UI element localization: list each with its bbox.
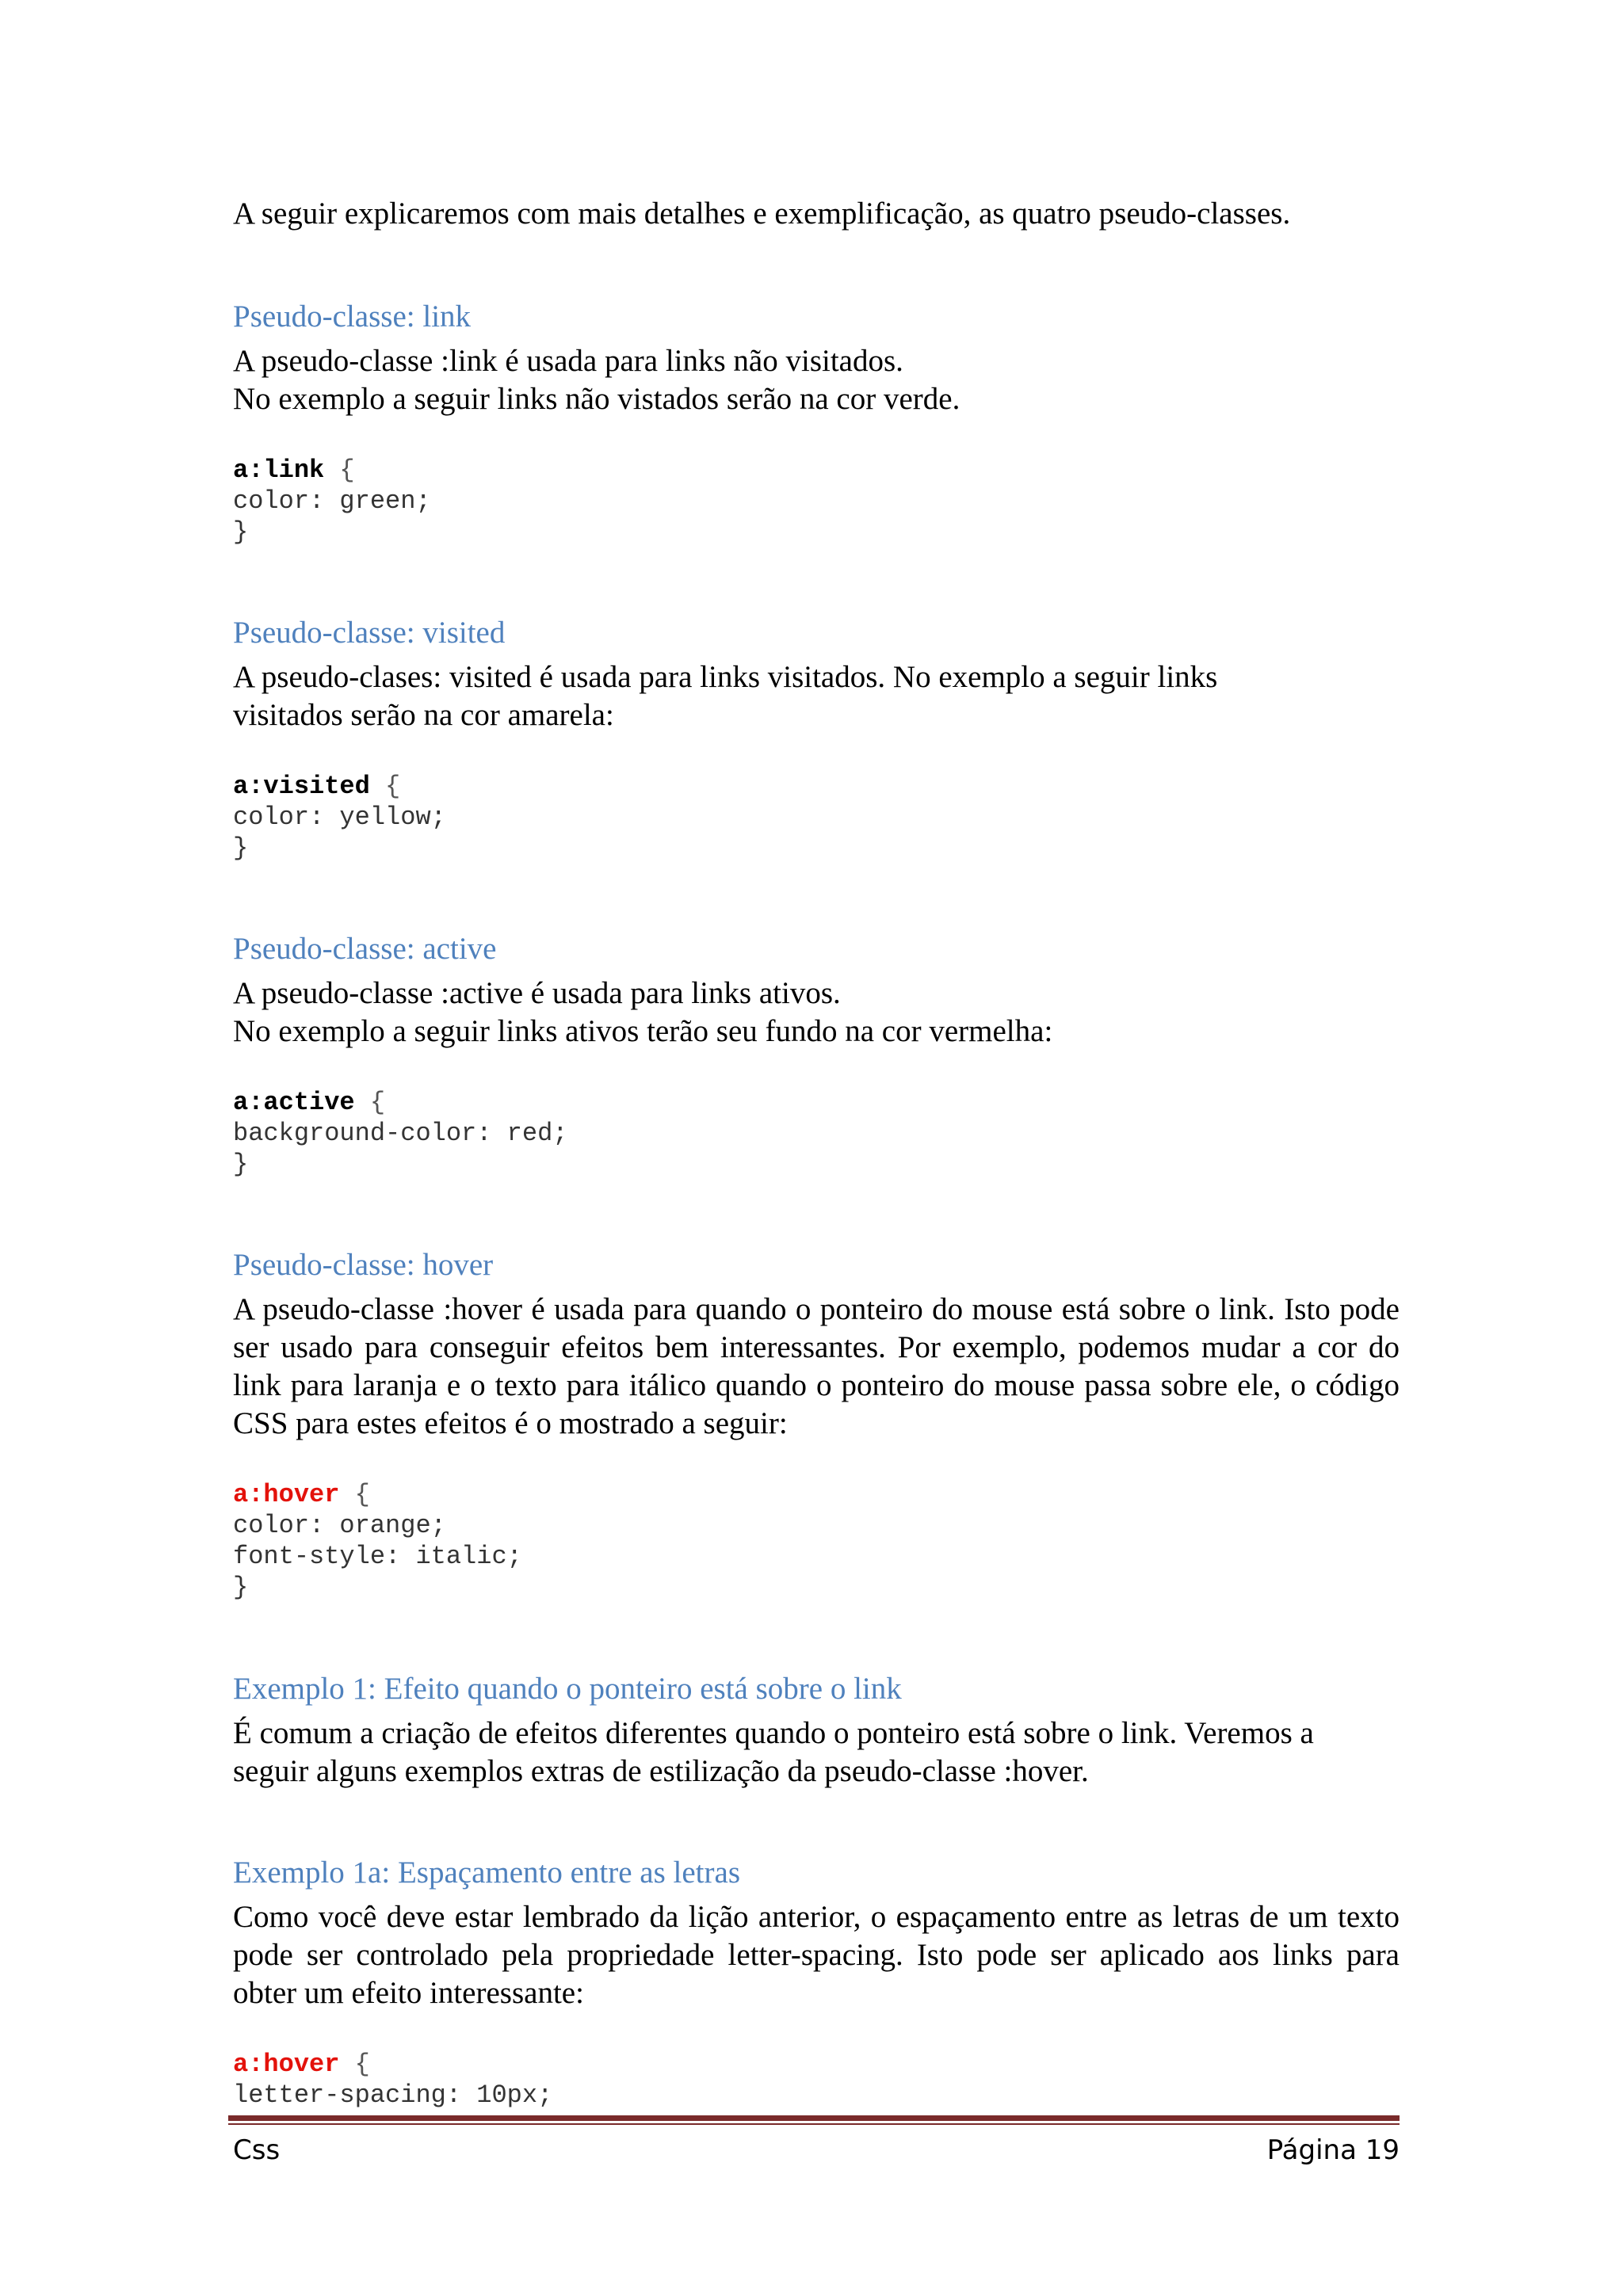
page-footer: [233, 2131, 1400, 2169]
code-block-link: [233, 455, 1400, 547]
code-line: [233, 771, 1400, 802]
heading-visited: Pseudo-classe: visited: [233, 616, 506, 650]
code-line: letter-spacing: 10px;: [233, 2081, 553, 2110]
heading-example1: Exemplo 1: Efeito quando o ponteiro está sobre o link: [233, 1672, 902, 1706]
heading-link: Pseudo-classe: link: [233, 299, 472, 334]
footer-rule-thin: [228, 2123, 1400, 2125]
example1-text-line1: É comum a criação de efeitos diferentes quando o ponteiro está sobre o link. Veremos a: [233, 1716, 1314, 1750]
example1a-paragraph: Como você deve estar lembrado da lição anterior, o espaçamento entre as letras de um texto pode ser controlado pela propriedade letter-spacing. Isto pode ser aplicado aos links para obter um efeito interessante:: [233, 1900, 1400, 2010]
example1-text-line2: seguir alguns exemplos extras de estilização da pseudo-classe :hover.: [233, 1754, 1089, 1788]
brace-open: {: [339, 1480, 370, 1509]
heading-hover: Pseudo-classe: hover: [233, 1248, 494, 1282]
intro-text: A seguir explicaremos com mais detalhes e exemplificação, as quatro pseudo-classes.: [233, 196, 1291, 231]
code-line: font-style: italic;: [233, 1542, 522, 1571]
code-line: }: [233, 1150, 249, 1179]
document-page: [233, 0, 1400, 2296]
hover-paragraph: A pseudo-classe :hover é usada para quando o ponteiro do mouse está sobre o link. Isto pode ser usado para conseguir efeitos bem interessantes. Por exemplo, podemos mudar a cor do link para laranja e o texto para itálico quando o ponteiro do mouse passa sobre ele, o código CSS para estes efeitos é o mostrado a seguir:: [233, 1292, 1400, 1440]
code-line: [233, 1087, 1400, 1118]
code-line: background-color: red;: [233, 1119, 568, 1148]
css-selector: a:active: [233, 1088, 355, 1117]
css-selector: a:link: [233, 456, 325, 485]
visited-text-line1: A pseudo-clases: visited é usada para links visitados. No exemplo a seguir links: [233, 660, 1218, 694]
code-line: }: [233, 517, 249, 547]
code-block-example1a: [233, 2049, 1400, 2111]
page-number: Página 19: [1266, 2134, 1400, 2166]
link-text-line1: A pseudo-classe :link é usada para links não visitados.: [233, 344, 903, 378]
code-line: color: orange;: [233, 1511, 446, 1540]
code-line: [233, 455, 1400, 486]
visited-text-line2: visitados serão na cor amarela:: [233, 698, 614, 732]
footer-rule: [228, 2115, 1400, 2121]
brace-open: {: [369, 772, 401, 801]
heading-active: Pseudo-classe: active: [233, 932, 497, 966]
heading-example1a: Exemplo 1a: Espaçamento entre as letras: [233, 1855, 740, 1890]
css-selector: a:visited: [233, 772, 370, 801]
css-selector-highlight: a:hover: [233, 1480, 340, 1509]
brace-open: {: [324, 456, 355, 485]
brace-open: {: [339, 2050, 370, 2079]
brace-open: {: [354, 1088, 386, 1117]
code-line: [233, 1479, 1400, 1510]
active-text-line1: A pseudo-classe :active é usada para links ativos.: [233, 976, 841, 1010]
code-line: [233, 2049, 1400, 2080]
code-block-visited: [233, 771, 1400, 864]
code-block-hover: [233, 1479, 1400, 1603]
code-line: }: [233, 833, 249, 863]
code-line: color: yellow;: [233, 803, 446, 832]
link-text-line2: No exemplo a seguir links não vistados serão na cor verde.: [233, 382, 960, 416]
css-selector-highlight: a:hover: [233, 2050, 340, 2079]
code-line: }: [233, 1573, 249, 1602]
code-line: color: green;: [233, 486, 431, 516]
footer-title: Css: [233, 2134, 281, 2166]
code-block-active: [233, 1087, 1400, 1180]
active-text-line2: No exemplo a seguir links ativos terão seu fundo na cor vermelha:: [233, 1014, 1053, 1048]
